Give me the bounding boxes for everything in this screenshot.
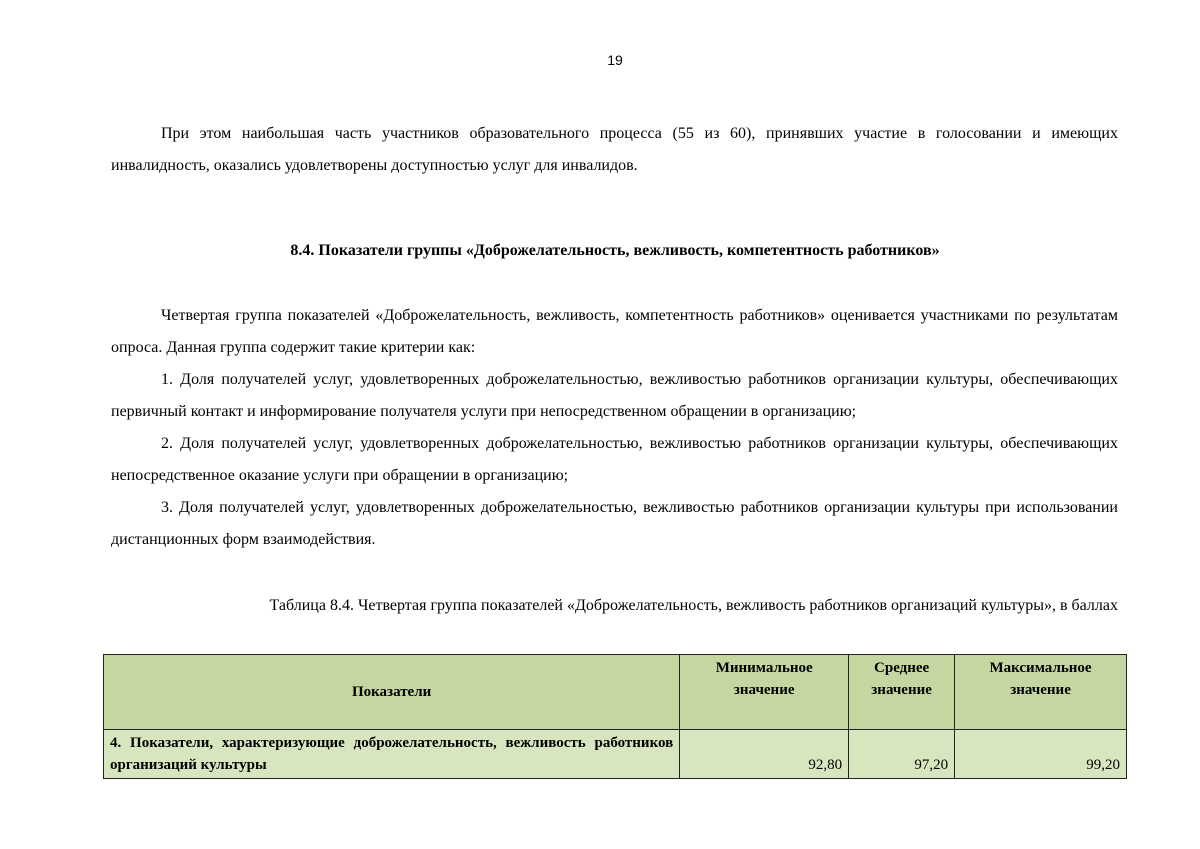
indicators-table [103, 654, 1127, 779]
header-min: Минимальное значение [680, 655, 849, 730]
table-header-row [104, 655, 1127, 730]
criterion-2: 2. Доля получателей услуг, удовлетворенных доброжелательностью, вежливостью работников организации культуры, обеспечивающих непосредственное оказание услуги при обращении в организацию; [111, 435, 1118, 484]
group-paragraph: Четвертая группа показателей «Доброжелательность, вежливость, компетентность работников» оценивается участниками по результатам опроса. Данная группа содержит такие критерии как: [111, 307, 1118, 356]
header-max: Максимальное значение [955, 655, 1127, 730]
intro-paragraph: При этом наибольшая часть участников образовательного процесса (55 из 60), принявших участие в голосовании и имеющих инвалидность, оказались удовлетворены доступностью услуг для инвалидов. [111, 125, 1118, 174]
criterion-3: 3. Доля получателей услуг, удовлетворенных доброжелательностью, вежливостью работников организации культуры при использовании дистанционных форм взаимодействия. [111, 499, 1118, 548]
header-indicators: Показатели [104, 655, 680, 730]
table-row [104, 730, 1127, 779]
row-avg-value: 97,20 [849, 730, 955, 779]
table-caption: Таблица 8.4. Четвертая группа показателей «Доброжелательность, вежливость работников организаций культуры», в баллах [269, 597, 1118, 614]
section-heading: 8.4. Показатели группы «Доброжелательность, вежливость, компетентность работников» [290, 242, 940, 259]
row-max-value: 99,20 [955, 730, 1127, 779]
page-number: 19 [607, 52, 623, 68]
criterion-1: 1. Доля получателей услуг, удовлетворенных доброжелательностью, вежливостью работников организации культуры, обеспечивающих первичный контакт и информирование получателя услуги при непосредственном обращении в организацию; [111, 371, 1118, 420]
row-indicator-name: 4. Показатели, характеризующие доброжелательность, вежливость работников организаций культуры [104, 730, 680, 779]
header-avg: Среднее значение [849, 655, 955, 730]
row-min-value: 92,80 [680, 730, 849, 779]
